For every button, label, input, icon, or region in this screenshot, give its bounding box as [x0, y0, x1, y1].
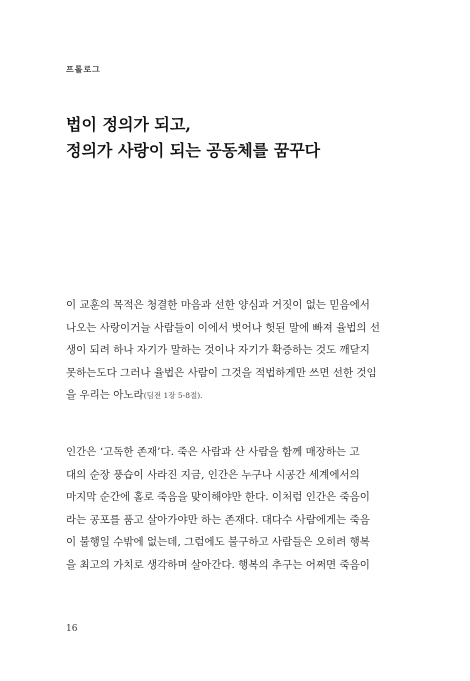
paragraph-line: 생이 되려 하나 자기가 말하는 것이나 자기가 확증하는 것도 깨닫지 [66, 344, 370, 356]
paragraph-line: 못하는도다 그러나 율법은 사람이 그것을 적법하게만 쓰면 선한 것임 [66, 366, 377, 379]
paragraph-line: 을 최고의 가치로 생각하며 살아간다. 행복의 추구는 어쩌면 죽음이 [66, 558, 370, 571]
paragraph-line: 나오는 사랑이거늘 사람들이 이에서 벗어나 헛된 말에 빠져 율법의 선 [66, 321, 381, 334]
paragraph-line-last [66, 384, 406, 408]
chapter-title-line-2: 정의가 사랑이 되는 공동체를 꿈꾸다 [66, 141, 321, 160]
paragraph-text: 을 우리는 아노라 [66, 389, 144, 401]
scripture-citation: (딤전 1장 5-8절). [143, 391, 203, 400]
section-label: 프롤로그 [66, 64, 101, 74]
paragraph-line: 마지막 순간에 홀로 죽음을 맞이해야만 한다. 이처럼 인간은 죽음이 [66, 491, 370, 503]
paragraph-line: 인간은 ‘고독한 존재’다. 죽은 사람과 산 사람을 함께 매장하는 고 [66, 446, 360, 458]
paragraph-line: 대의 순장 풍습이 사라진 지금, 인간은 누구나 시공간 세계에서의 [66, 468, 360, 481]
paragraph-line: 이 불행일 수밖에 없는데, 그럼에도 불구하고 사람들은 오히려 행복 [66, 536, 370, 548]
scripture-quote-paragraph [66, 294, 406, 408]
body-paragraph [66, 441, 406, 576]
page-number: 16 [66, 624, 78, 634]
chapter-title [66, 112, 406, 164]
chapter-title-line-1: 법이 정의가 되고, [66, 115, 191, 134]
paragraph-line: 이 교훈의 목적은 청결한 마음과 선한 양심과 거짓이 없는 믿음에서 [66, 299, 370, 311]
paragraph-line: 라는 공포를 품고 살아가야만 하는 존재다. 대다수 사람에게는 죽음 [66, 513, 370, 526]
